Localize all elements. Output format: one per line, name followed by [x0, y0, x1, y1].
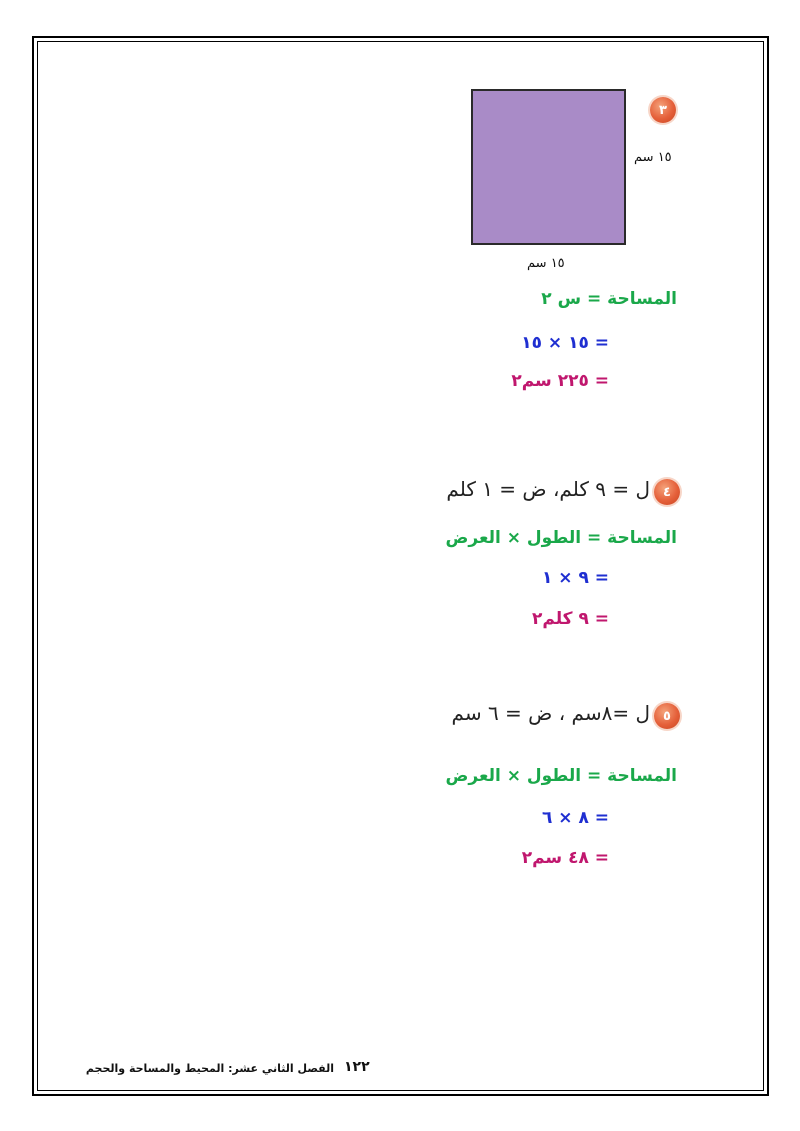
purple-square-figure [471, 89, 626, 245]
problem-3-substitution: = ١٥ × ١٥ [521, 333, 609, 353]
problem-5-result: = ٤٨ سم٢ [521, 848, 609, 868]
problem-4-badge-icon: ٤ [654, 479, 680, 505]
problem-4-substitution: = ٩ × ١ [541, 568, 609, 588]
problem-5-badge-icon: ٥ [654, 703, 680, 729]
problem-4-area-formula: المساحة = الطول × العرض [445, 528, 677, 548]
square-side-label-right: ١٥ سم [634, 150, 672, 165]
problem-4-given: ل = ٩ كلم، ض = ١ كلم [446, 477, 650, 501]
page-border-inner [37, 41, 764, 1091]
problem-4-result: = ٩ كلم٢ [531, 609, 609, 629]
problem-5-given: ل =٨سم ، ض = ٦ سم [451, 701, 650, 725]
problem-3-area-formula: المساحة = س ٢ [541, 289, 677, 309]
problem-3-result: = ٢٢٥ سم٢ [511, 371, 609, 391]
chapter-footer: الفصل الثاني عشر: المحيط والمساحة والحجم [85, 1062, 334, 1075]
square-side-label-bottom: ١٥ سم [527, 256, 565, 271]
page-number: ١٢٢ [344, 1059, 370, 1075]
problem-5-substitution: = ٨ × ٦ [541, 808, 609, 828]
problem-3-badge-icon: ٣ [650, 97, 676, 123]
problem-5-area-formula: المساحة = الطول × العرض [445, 766, 677, 786]
